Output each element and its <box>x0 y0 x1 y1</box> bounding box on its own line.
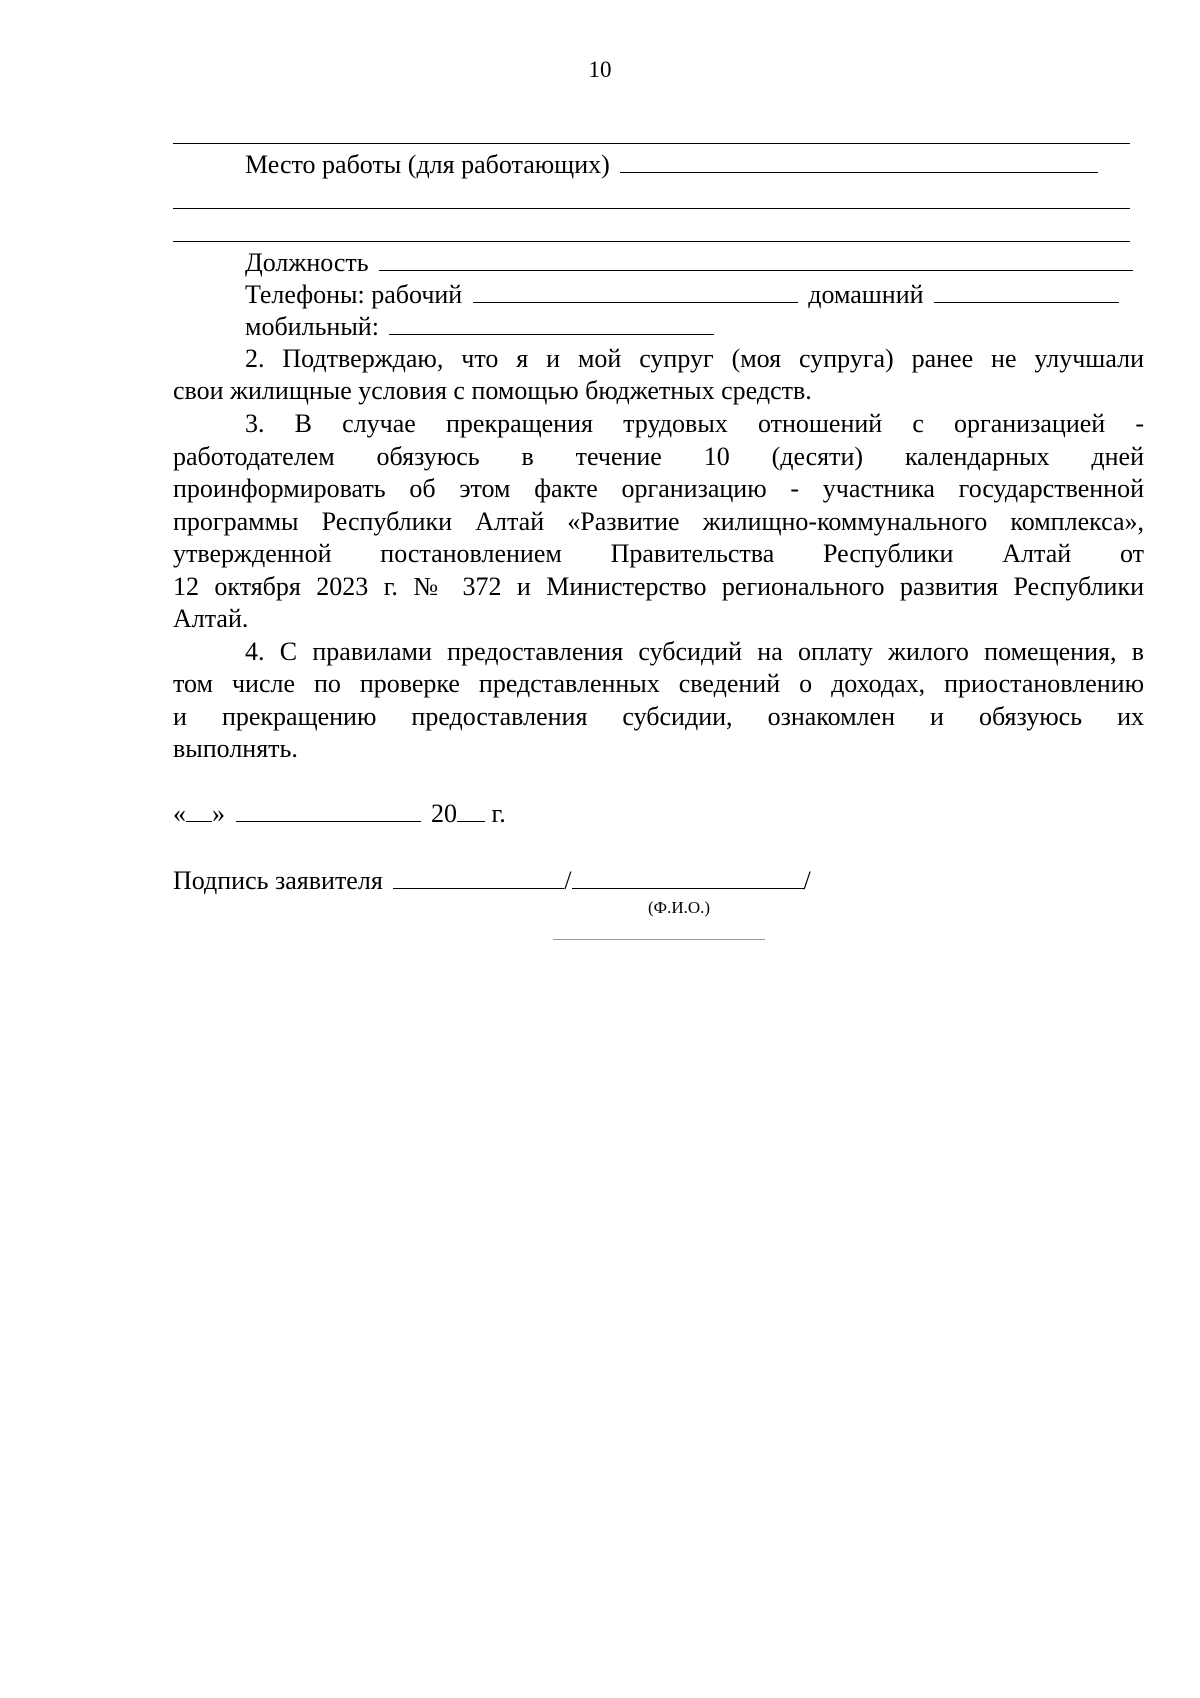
paragraph-3-line: утвержденной постановлением Правительства Республики Алтай от <box>173 539 1144 568</box>
phones-line <box>245 278 1144 311</box>
date-close-quote: » <box>212 799 225 828</box>
signature-line <box>173 864 1144 897</box>
month-field[interactable] <box>236 797 421 822</box>
workplace-label: Место работы (для работающих) <box>245 150 610 179</box>
year-field[interactable] <box>457 797 485 822</box>
position-field[interactable] <box>379 246 1133 271</box>
position-line <box>245 246 1144 279</box>
workplace-line <box>245 148 1144 181</box>
home-phone-field[interactable] <box>934 278 1119 303</box>
signature-field[interactable] <box>393 864 564 889</box>
paragraph-3-line: 12 октября 2023 г. № 372 и Министерство регионального развития Республики <box>173 572 1144 601</box>
signature-label: Подпись заявителя <box>173 866 383 895</box>
paragraph-4-line: 4. С правилами предоставления субсидий на оплату жилого помещения, в <box>245 637 1144 666</box>
work-phone-field[interactable] <box>473 278 798 303</box>
blank-line <box>173 241 1130 242</box>
phones-work-label: Телефоны: рабочий <box>245 280 463 309</box>
mobile-label: мобильный: <box>245 312 379 341</box>
page-number: 10 <box>588 57 612 82</box>
fio-field[interactable] <box>572 864 804 889</box>
day-field[interactable] <box>186 797 212 822</box>
date-open-quote: « <box>173 799 186 828</box>
paragraph-4-line: и прекращению предоставления субсидии, ознакомлен и обязуюсь их <box>173 702 1144 731</box>
blank-line <box>173 208 1130 209</box>
paragraph-3-line: программы Республики Алтай «Развитие жилищно-коммунального комплекса», <box>173 507 1144 536</box>
date-line <box>173 797 1144 830</box>
mobile-phone-field[interactable] <box>389 310 714 335</box>
year-suffix: г. <box>491 799 506 828</box>
footer-divider <box>553 939 765 940</box>
paragraph-3-line: 3. В случае прекращения трудовых отношений с организацией - <box>245 409 1144 438</box>
paragraph-4-line: выполнять. <box>173 734 298 763</box>
blank-line <box>173 143 1130 144</box>
paragraph-2-line: свои жилищные условия с помощью бюджетных средств. <box>173 376 812 405</box>
paragraph-3-line: Алтай. <box>173 604 249 633</box>
signature-separator-end: / <box>803 866 811 895</box>
paragraph-3-line: проинформировать об этом факте организацию - участника государственной <box>173 474 1144 503</box>
year-prefix: 20 <box>431 799 457 828</box>
position-label: Должность <box>245 248 369 277</box>
paragraph-3-line: работодателем обязуюсь в течение 10 (десяти) календарных дней <box>173 442 1144 471</box>
workplace-field[interactable] <box>620 148 1098 173</box>
mobile-line <box>245 310 1144 343</box>
signature-separator: / <box>564 866 572 895</box>
paragraph-2-line: 2. Подтверждаю, что я и мой супруг (моя супруга) ранее не улучшали <box>245 344 1144 373</box>
paragraph-4-line: том числе по проверке представленных сведений о доходах, приостановлению <box>173 669 1144 698</box>
fio-caption: (Ф.И.О.) <box>648 898 711 917</box>
phones-home-label: домашний <box>808 280 924 309</box>
